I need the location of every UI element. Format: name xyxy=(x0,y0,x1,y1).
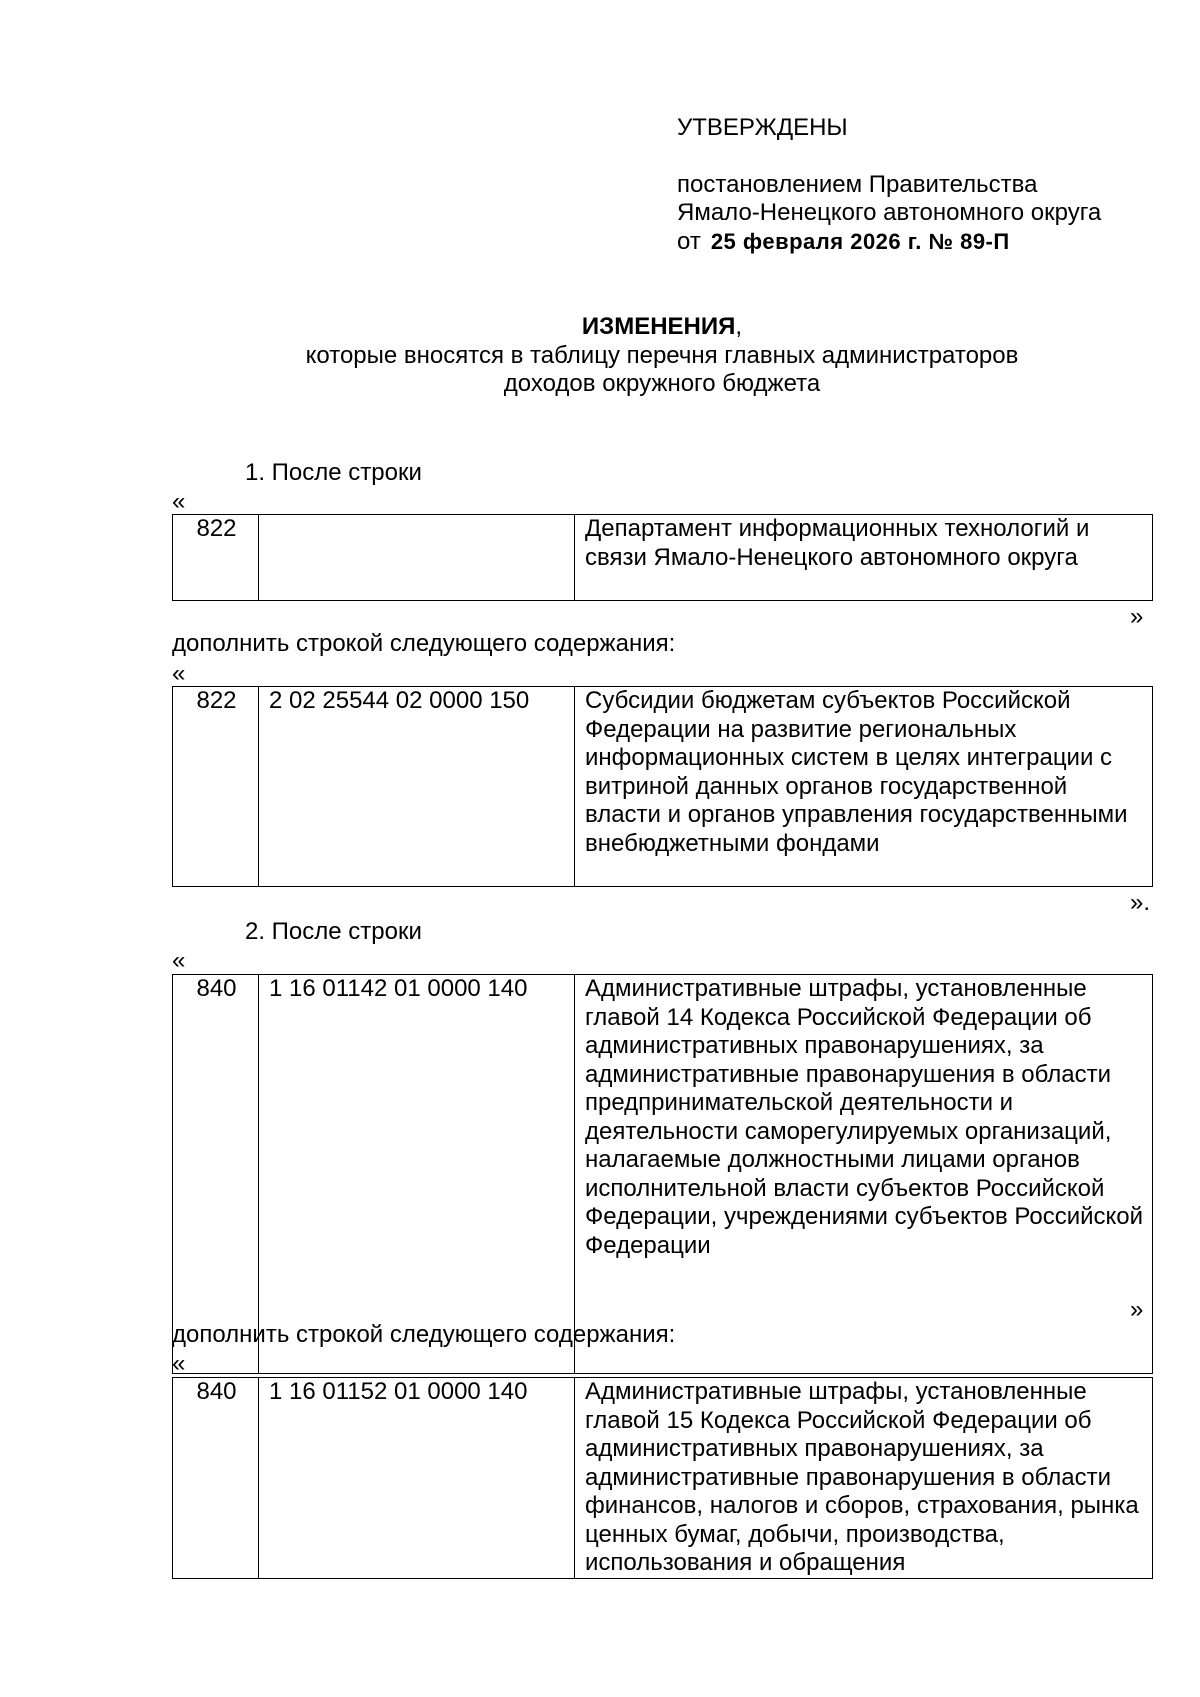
section-1-add-text: дополнить строкой следующего содержания: xyxy=(172,630,676,657)
approval-line-1: постановлением Правительства xyxy=(677,170,1038,198)
section-2-add-text: дополнить строкой следующего содержания: xyxy=(172,1321,676,1348)
section-1-before-table xyxy=(172,514,1153,601)
row-kbk: 1 16 01152 01 0000 140 xyxy=(259,1378,575,1579)
approval-block xyxy=(677,114,1177,256)
table-row xyxy=(173,687,1153,887)
approval-from-prefix: от xyxy=(677,227,701,255)
approval-heading: УТВЕРЖДЕНЫ xyxy=(677,114,848,141)
quote-close-3: » xyxy=(1130,1296,1144,1323)
document-title xyxy=(172,313,1152,399)
section-2-before-table xyxy=(172,974,1153,1374)
row-description: Департамент информационных технологий и связи Ямало-Ненецкого автономного округа xyxy=(575,515,1153,601)
title-main-line xyxy=(172,313,1152,342)
quote-close-2: ». xyxy=(1130,889,1151,916)
section-1-heading: 1. После строки xyxy=(245,459,422,486)
row-description: Административные штрафы, установленные главой 15 Кодекса Российской Федерации об административных правонарушениях, за административные правонарушения в области финансов, налогов и сборов, страхования, рынка ценных бумаг, добычи, производства, использования и обращения xyxy=(575,1378,1153,1579)
approval-date-number: 25 февраля 2026 г. № 89-П xyxy=(710,228,1010,254)
quote-open-2: « xyxy=(172,660,186,687)
quote-open-3: « xyxy=(172,947,186,974)
section-1-new-table xyxy=(172,686,1153,887)
title-main: ИЗМЕНЕНИЯ xyxy=(581,313,736,340)
row-description: Субсидии бюджетам субъектов Российской Федерации на развитие региональных информационных систем в целях интеграции с витриной данных органов государственной власти и органов управления государственными внебюджетными фондами xyxy=(575,687,1153,887)
section-2-new-table xyxy=(172,1377,1153,1579)
table-row xyxy=(173,1378,1153,1579)
approval-date-line xyxy=(677,228,1177,257)
row-code: 840 xyxy=(173,1378,259,1579)
row-code: 822 xyxy=(173,687,259,887)
table-row xyxy=(173,515,1153,601)
quote-open-1: « xyxy=(172,488,186,515)
table-row xyxy=(173,975,1153,1374)
quote-open-4: « xyxy=(172,1350,186,1377)
title-line-2: которые вносятся в таблицу перечня главных администраторов xyxy=(305,341,1019,369)
section-2-heading: 2. После строки xyxy=(245,918,422,945)
row-kbk: 2 02 25544 02 0000 150 xyxy=(259,687,575,887)
row-code: 840 xyxy=(173,975,259,1374)
row-code: 822 xyxy=(173,515,259,601)
row-kbk xyxy=(259,515,575,601)
approval-line-2: Ямало-Ненецкого автономного округа xyxy=(677,199,1102,226)
quote-close-1: » xyxy=(1130,603,1144,630)
row-description: Административные штрафы, установленные главой 14 Кодекса Российской Федерации об административных правонарушениях, за административные правонарушения в области предпринимательской деятельности и деятельности саморегулируемых организаций, налагаемые должностными лицами органов исполнительной власти субъектов Российской Федерации, учреждениями субъектов Российской Федерации xyxy=(575,975,1153,1374)
row-kbk: 1 16 01142 01 0000 140 xyxy=(259,975,575,1374)
title-comma: , xyxy=(735,313,743,340)
title-line-3: доходов окружного бюджета xyxy=(503,370,821,397)
